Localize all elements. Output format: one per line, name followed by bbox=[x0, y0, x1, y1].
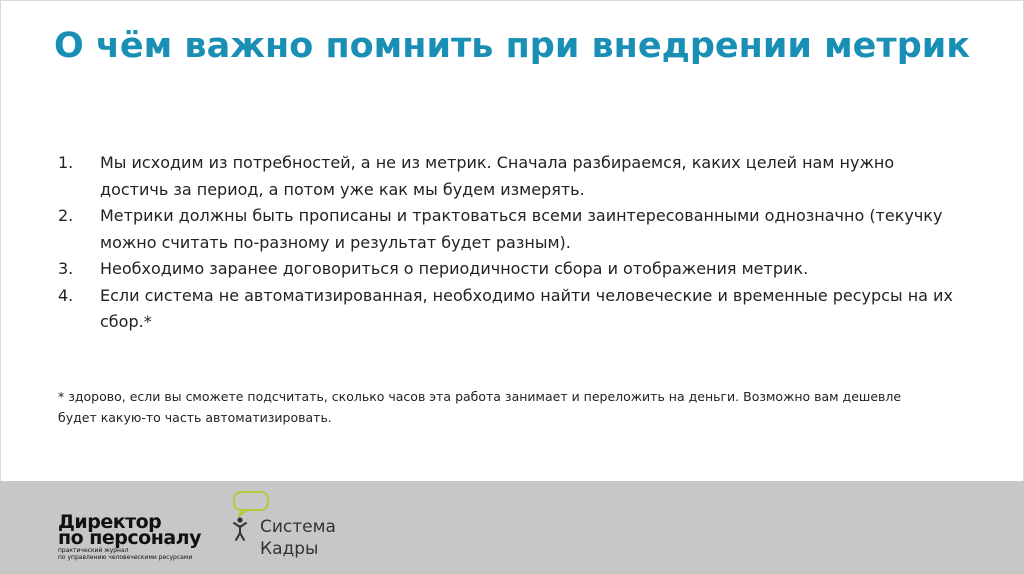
director-logo-line4: по управлению человеческими ресурсами bbox=[58, 554, 193, 561]
sistema-logo-line1: Система bbox=[260, 517, 336, 537]
list-item-number: 4. bbox=[58, 285, 74, 305]
footer-bar bbox=[0, 481, 1024, 574]
list-item bbox=[58, 256, 958, 283]
list-item-number: 1. bbox=[58, 153, 74, 172]
list-item-text: Мы исходим из потребностей, а не из метрик. Сначала разбираемся, каких целей нам нужно достичь за период, а потом уже как мы будем измерять. bbox=[100, 153, 895, 199]
director-logo-line3: практический журнал bbox=[58, 547, 129, 554]
list-item-text: Метрики должны быть прописаны и трактоваться всеми заинтересованными однозначно (текучку можно считать по-разному и результат будет разным). bbox=[100, 206, 943, 252]
metrics-list bbox=[58, 150, 958, 336]
list-item bbox=[58, 283, 958, 336]
director-logo-line2: по персоналу bbox=[58, 527, 201, 549]
list-item-number: 2. bbox=[58, 206, 74, 225]
director-logo bbox=[58, 511, 208, 561]
sistema-logo-line2: Кадры bbox=[260, 539, 319, 559]
list-item-text: Если система не автоматизированная, необходимо найти человеческие и временные ресурсы на их сбор.* bbox=[100, 285, 953, 331]
director-logo-line1: Директор bbox=[58, 511, 162, 533]
list-item bbox=[58, 203, 958, 256]
list-item bbox=[58, 150, 958, 203]
slide-title: О чём важно помнить при внедрении метрик bbox=[53, 26, 971, 66]
footnote: * здорово, если вы сможете подсчитать, сколько часов эта работа занимает и переложить на деньги. Возможно вам дешевле будет какую-то часть автоматизировать. bbox=[58, 389, 902, 425]
list-item-number: 3. bbox=[58, 259, 74, 278]
list-item-text: Необходимо заранее договориться о периодичности сбора и отображения метрик. bbox=[100, 259, 809, 278]
sistema-kadry-logo bbox=[230, 489, 350, 569]
